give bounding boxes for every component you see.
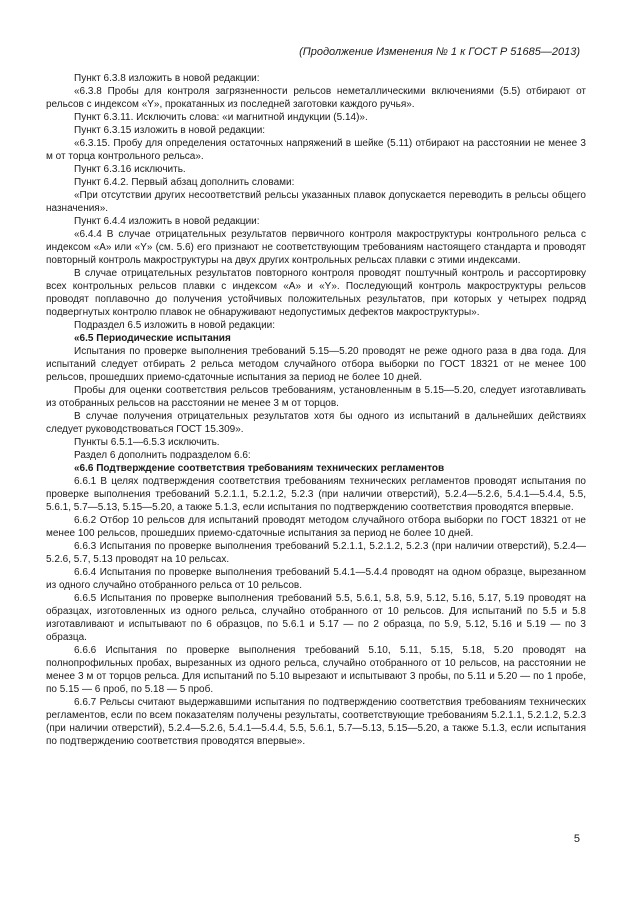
- paragraph: «6.4.4 В случае отрицательных результатов первичного контроля макроструктуры контрольного рельса с индексом «А» или «Y» (см. 5.6) его признают не соответствующим требованиям настоящего стандарта и проводят повторный контроль макроструктуры на двух других контрольных рельсах плавки с этими индексами.: [46, 229, 586, 266]
- paragraph: Пункт 6.4.2. Первый абзац дополнить словами:: [74, 177, 295, 188]
- paragraph: Подраздел 6.5 изложить в новой редакции:: [74, 320, 276, 331]
- paragraph: Пункт 6.3.15 изложить в новой редакции:: [74, 125, 266, 136]
- paragraph: Пункт 6.3.8 изложить в новой редакции:: [74, 73, 260, 84]
- paragraph: В случае получения отрицательных результатов хотя бы одного из испытаний в дальнейших действиях следует руководствоваться ГОСТ 15.309».: [46, 411, 586, 435]
- paragraph: 6.6.3 Испытания по проверке выполнения требований 5.2.1.1, 5.2.1.2, 5.2.3 (при наличии отверстий), 5.2.4—5.2.6, 5.7, 5.13 проводят на 10 рельсах.: [46, 541, 586, 565]
- paragraph: Пункт 6.3.11. Исключить слова: «и магнитной индукции (5.14)».: [74, 112, 368, 123]
- paragraph: Испытания по проверке выполнения требований 5.15—5.20 проводят не реже одного раза в два года. Для испытаний следует отбирать 2 рельса методом случайного отбора выборки по ГОСТ 18321 от не менее 100 рельсов, прошедших приемо-сдаточные испытания за период не более 10 дней.: [46, 346, 586, 383]
- paragraph: В случае отрицательных результатов повторного контроля проводят поштучный контроль и рассортировку всех контрольных рельсов плавки с индексом «А» и «Y». Последующий контроль макроструктуры рельсов проводят поплавочно до получения устойчивых положительных результатов, при которых у четырех подряд подвергнутых контролю плавок не обнаруживают недопустимых дефектов макроструктуры».: [46, 268, 586, 318]
- paragraph: 6.6.5 Испытания по проверке выполнения требований 5.5, 5.6.1, 5.8, 5.9, 5.12, 5.16, 5.17, 5.19 проводят на образцах, изготовленных из одного рельса, случайно отобранного от 10 рельсов. Для испытаний по 5.5 и 5.8 изготавливают и испытывают по 6 образцов, по 5.6.1 и 5.17 — по 2 образца, по 5.9, 5.12, 5.16 и 5.19 — по 3 образца.: [46, 593, 586, 643]
- paragraph: Пункт 6.3.16 исключить.: [74, 164, 186, 175]
- running-header: (Продолжение Изменения № 1 к ГОСТ Р 51685—2013): [299, 46, 580, 58]
- paragraph: Пункты 6.5.1—6.5.3 исключить.: [74, 437, 220, 448]
- paragraph: 6.6.2 Отбор 10 рельсов для испытаний проводят методом случайного отбора выборки по ГОСТ 18321 от не менее 100 рельсов, прошедших приемо-сдаточные испытания за период не более 10 дней.: [46, 515, 586, 539]
- document-body: [46, 72, 586, 748]
- section-heading: «6.5 Периодические испытания: [74, 333, 231, 344]
- paragraph: 6.6.6 Испытания по проверке выполнения требований 5.10, 5.11, 5.15, 5.18, 5.20 проводят на полнопрофильных пробах, вырезанных из одного рельса, случайно отобранного от 10 рельсов, на расстоянии не менее 3 м от торцов рельса. Для испытаний по 5.10 вырезают и испытывают 3 пробы, по 5.11 и 5.20 — по 1 пробе, по 5.15 — 6 проб, по 5.18 — 5 проб.: [46, 645, 586, 695]
- paragraph: 6.6.4 Испытания по проверке выполнения требований 5.4.1—5.4.4 проводят на одном образце, вырезанном из одного случайно отобранного рельса от 10 рельсов.: [46, 567, 586, 591]
- paragraph: «6.3.15. Пробу для определения остаточных напряжений в шейке (5.11) отбирают на расстоянии не менее 3 м от торца контрольного рельса».: [46, 138, 586, 162]
- paragraph: Пункт 6.4.4 изложить в новой редакции:: [74, 216, 260, 227]
- paragraph: 6.6.1 В целях подтверждения соответствия требованиям технических регламентов проводят испытания по проверке выполнения требований 5.2.1.1, 5.2.1.2, 5.2.3 (при наличии отверстий), 5.2.4—5.2.6, 5.4.1—5.4.4, 5.5, 5.6.1, 5.7—5.13, 5.15—5.20, а также 5.1.3, если испытания по подтверждению соответствия проводятся впервые.: [46, 476, 586, 513]
- page-number: 5: [573, 833, 580, 845]
- paragraph: «6.3.8 Пробы для контроля загрязненности рельсов неметаллическими включениями (5.5) отбирают от рельсов с индексом «Y», прокатанных из последней заготовки каждого ручья».: [46, 86, 586, 110]
- paragraph: Пробы для оценки соответствия рельсов требованиям, установленным в 5.15—5.20, следует изготавливать из отобранных рельсов на расстоянии не менее 3 м от торцов.: [46, 385, 586, 409]
- paragraph: 6.6.7 Рельсы считают выдержавшими испытания по подтверждению соответствия требованиям технических регламентов, если по всем показателям получены результаты, соответствующие требованиям 5.2.1.1, 5.2.1.2, 5.2.3 (при наличии отверстий), 5.2.4—5.2.6, 5.4.1—5.4.4, 5.5, 5.6.1, 5.7—5.13, 5.15—5.20, а также 5.1.3, если испытания по подтверждению соответствия проводятся впервые».: [46, 697, 586, 747]
- paragraph: «При отсутствии других несоответствий рельсы указанных плавок допускается переводить в рельсы общего назначения».: [46, 190, 586, 214]
- section-heading: «6.6 Подтверждение соответствия требованиям технических регламентов: [74, 463, 445, 474]
- paragraph: Раздел 6 дополнить подразделом 6.6:: [74, 450, 251, 461]
